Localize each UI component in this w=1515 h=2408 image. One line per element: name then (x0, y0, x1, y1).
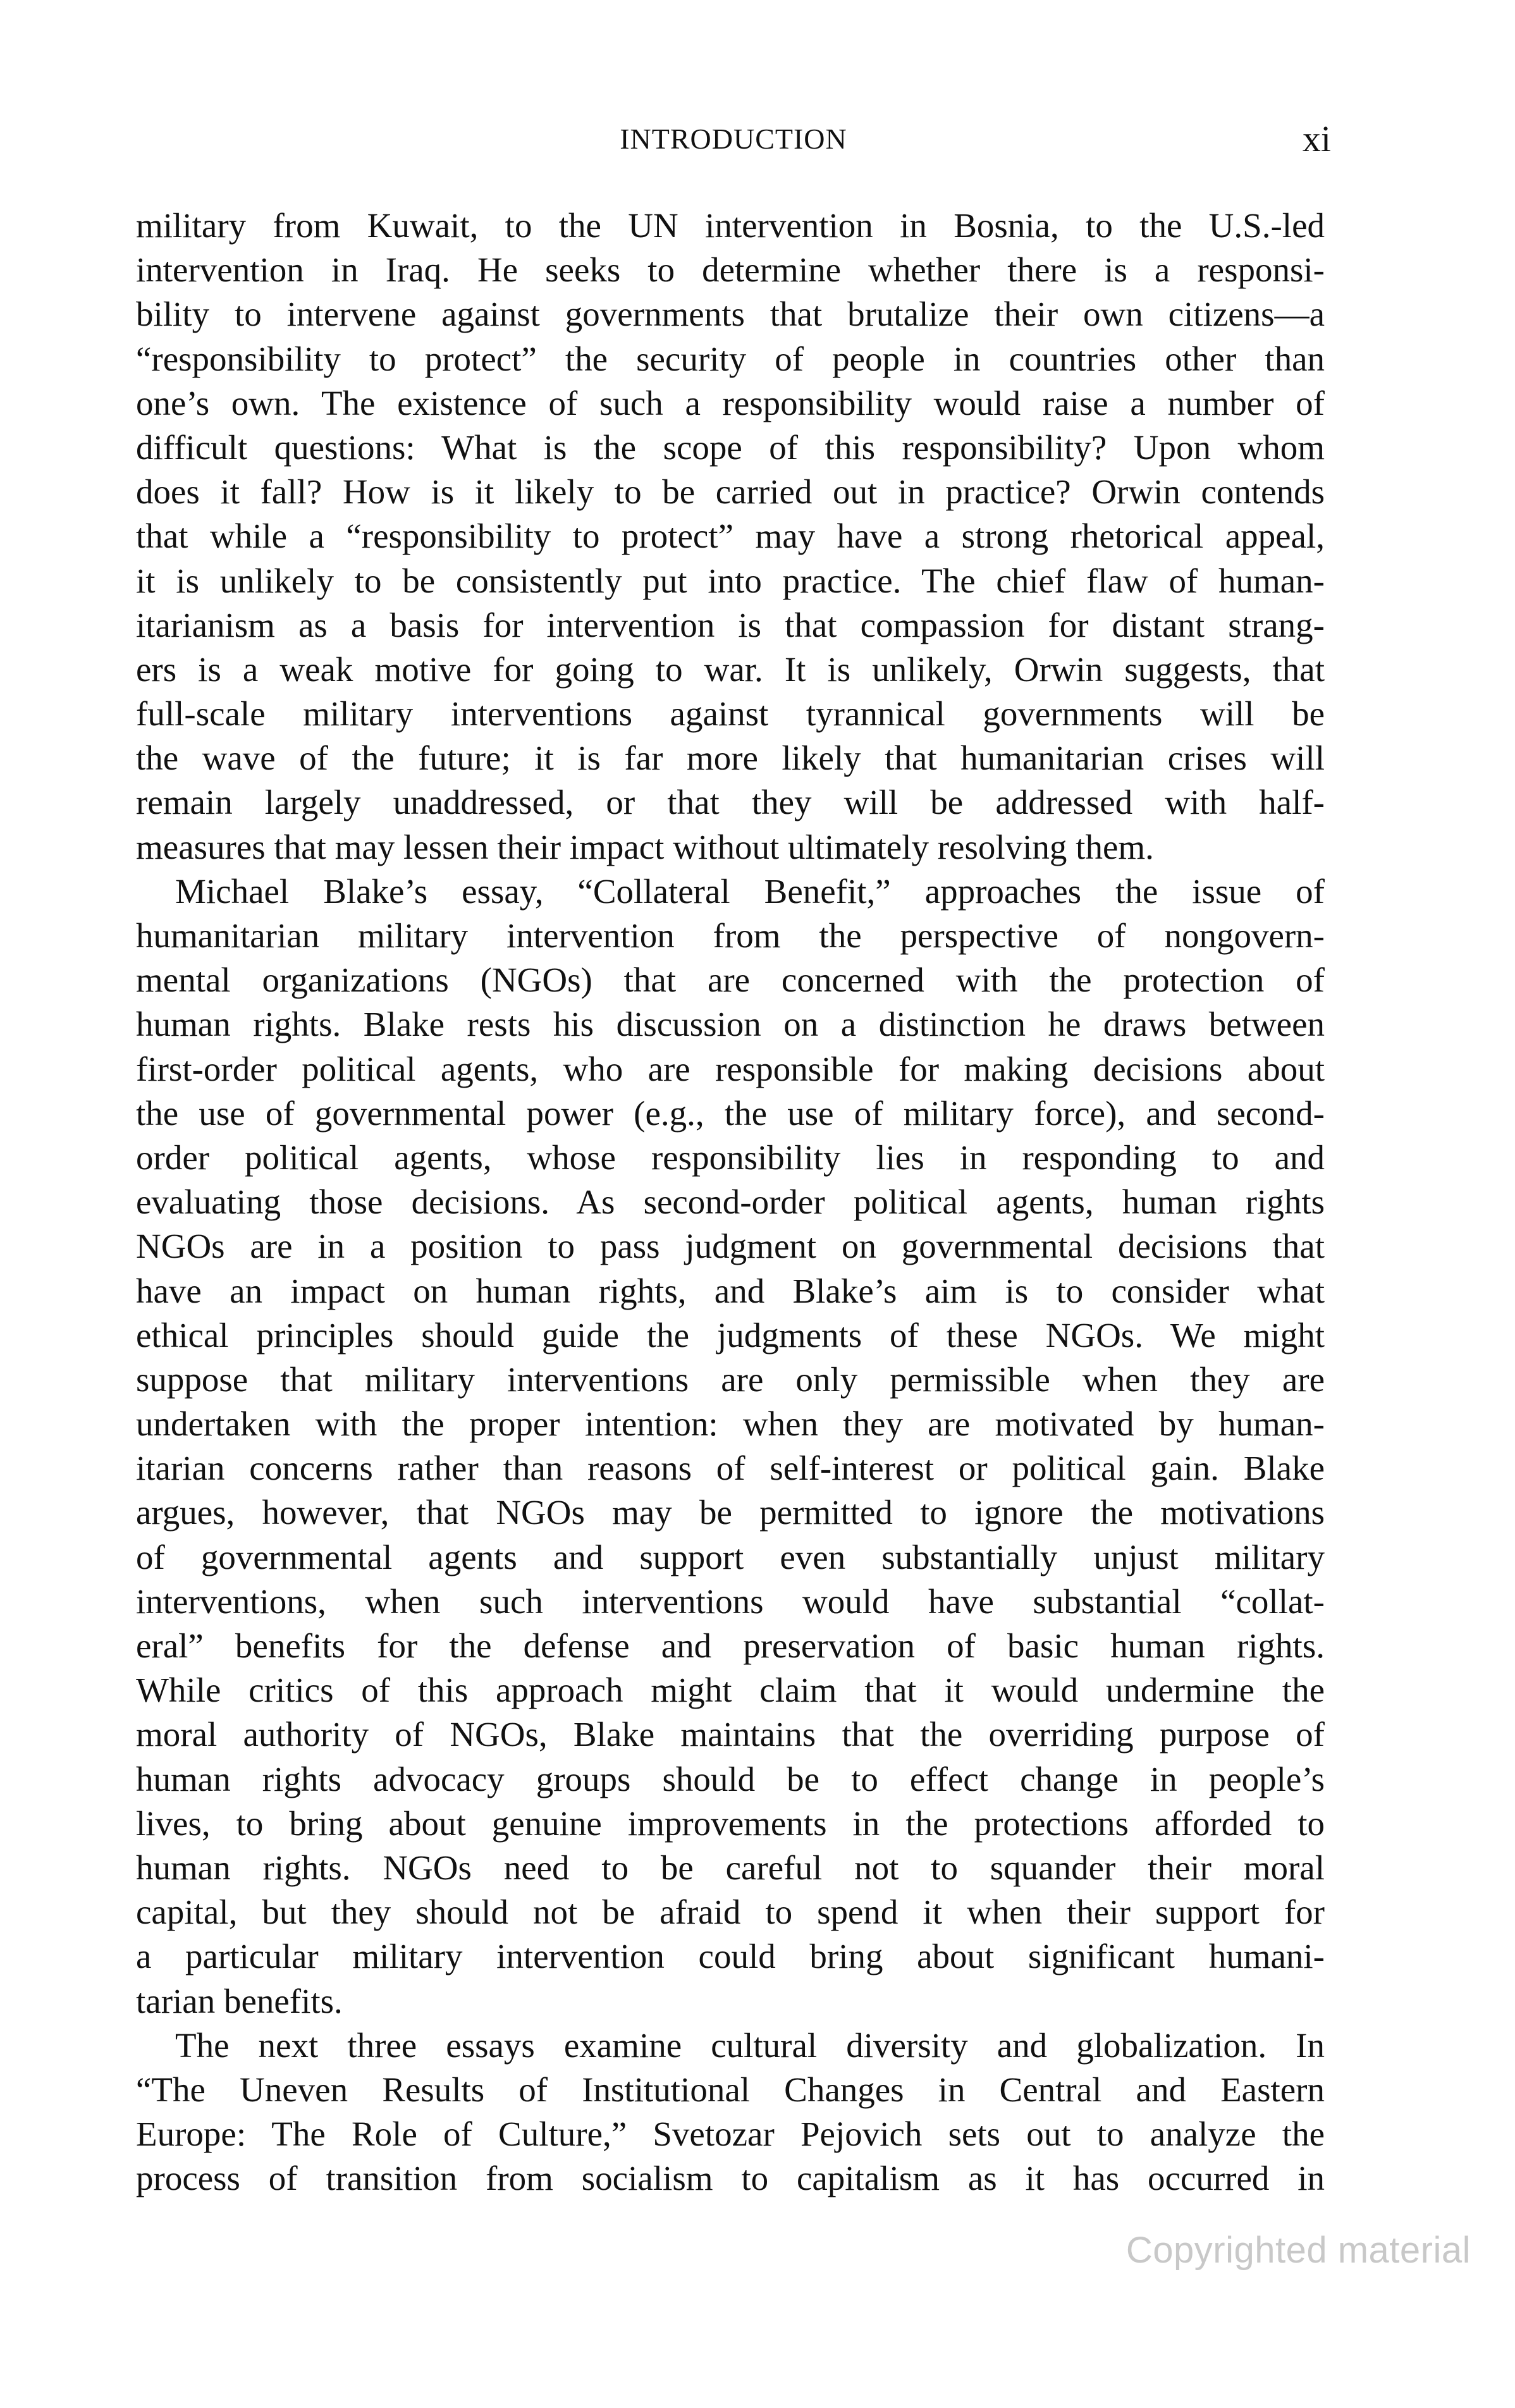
text-line: order political agents, whose responsibility lies in responding to and (136, 1138, 1325, 1177)
text-line: itarian concerns rather than reasons of self-interest or political gain. Blake (136, 1449, 1325, 1488)
text-line: a particular military intervention could bring about significant humani- (136, 1937, 1325, 1976)
text-line: ers is a weak motive for going to war. It is unlikely, Orwin suggests, that (136, 649, 1325, 689)
text-line: suppose that military interventions are only permissible when they are (136, 1360, 1325, 1399)
text-line: the wave of the future; it is far more likely that humanitarian crises will (136, 739, 1325, 778)
text-line: it is unlikely to be consistently put into practice. The chief flaw of human- (136, 561, 1325, 600)
text-line: mental organizations (NGOs) that are concerned with the protection of (136, 961, 1325, 1000)
text-line: “responsibility to protect” the security of people in countries other than (136, 339, 1325, 378)
text-line: While critics of this approach might claim that it would undermine the (136, 1671, 1325, 1710)
text-line: humanitarian military intervention from the perspective of nongovern- (136, 916, 1325, 955)
text-line: have an impact on human rights, and Blake’s aim is to consider what (136, 1271, 1325, 1310)
text-line: moral authority of NGOs, Blake maintains that the overriding purpose of (136, 1715, 1325, 1754)
text-line: capital, but they should not be afraid to spend it when their support for (136, 1893, 1325, 1932)
text-line: remain largely unaddressed, or that they will be addressed with half- (136, 783, 1325, 822)
running-head (136, 117, 1331, 161)
text-line: that while a “responsibility to protect” may have a strong rhetorical appeal, (136, 517, 1325, 556)
text-line: Michael Blake’s essay, “Collateral Benefit,” approaches the issue of (175, 871, 1325, 911)
text-line: of governmental agents and support even substantially unjust military (136, 1537, 1325, 1576)
text-line: The next three essays examine cultural diversity and globalization. In (175, 2025, 1325, 2065)
page-number: xi (1302, 118, 1331, 159)
text-line: full-scale military interventions against tyrannical governments will be (136, 694, 1325, 734)
text-line: human rights. Blake rests his discussion on a distinction he draws between (136, 1005, 1325, 1044)
text-line: first-order political agents, who are responsible for making decisions about (136, 1049, 1325, 1088)
text-line: does it fall? How is it likely to be carried out in practice? Orwin contends (136, 472, 1325, 512)
paragraph-orwin-continued (136, 204, 1325, 869)
text-line: human rights advocacy groups should be to effect change in people’s (136, 1759, 1325, 1798)
text-line: NGOs are in a position to pass judgment on governmental decisions that (136, 1227, 1325, 1266)
text-line: interventions, when such interventions would have substantial “collat- (136, 1582, 1325, 1621)
paragraph-blake (136, 869, 1325, 2024)
text-line: itarianism as a basis for intervention is that compassion for distant strang- (136, 605, 1325, 644)
text-line: ethical principles should guide the judgments of these NGOs. We might (136, 1315, 1325, 1354)
running-title: INTRODUCTION (620, 123, 847, 155)
text-line: eral” benefits for the defense and preservation of basic human rights. (136, 1626, 1325, 1665)
text-line: Europe: The Role of Culture,” Svetozar Pejovich sets out to analyze the (136, 2115, 1325, 2154)
text-line: “The Uneven Results of Institutional Changes in Central and Eastern (136, 2070, 1325, 2109)
text-line: bility to intervene against governments that brutalize their own citizens—a (136, 295, 1325, 334)
text-line: one’s own. The existence of such a responsibility would raise a number of (136, 383, 1325, 422)
paragraph-cultural-diversity (136, 2024, 1325, 2201)
text-line: evaluating those decisions. As second-order political agents, human rights (136, 1182, 1325, 1222)
text-line: military from Kuwait, to the UN intervention in Bosnia, to the U.S.-led (136, 206, 1325, 245)
text-line: argues, however, that NGOs may be permitted to ignore the motivations (136, 1493, 1325, 1532)
text-line: tarian benefits. (136, 1981, 343, 2020)
copyright-watermark: Copyrighted material (1126, 2230, 1471, 2271)
text-line: measures that may lessen their impact without ultimately resolving them. (136, 827, 1154, 866)
text-line: lives, to bring about genuine improvements in the protections afforded to (136, 1803, 1325, 1843)
text-line: difficult questions: What is the scope of this responsibility? Upon whom (136, 427, 1325, 467)
text-line: human rights. NGOs need to be careful not to squander their moral (136, 1848, 1325, 1887)
text-line: the use of governmental power (e.g., the use of military force), and second- (136, 1093, 1325, 1133)
text-line: process of transition from socialism to capitalism as it has occurred in (136, 2159, 1325, 2198)
text-line: undertaken with the proper intention: when they are motivated by human- (136, 1404, 1325, 1444)
text-line: intervention in Iraq. He seeks to determine whether there is a responsi- (136, 250, 1325, 290)
body-text (136, 204, 1325, 2201)
